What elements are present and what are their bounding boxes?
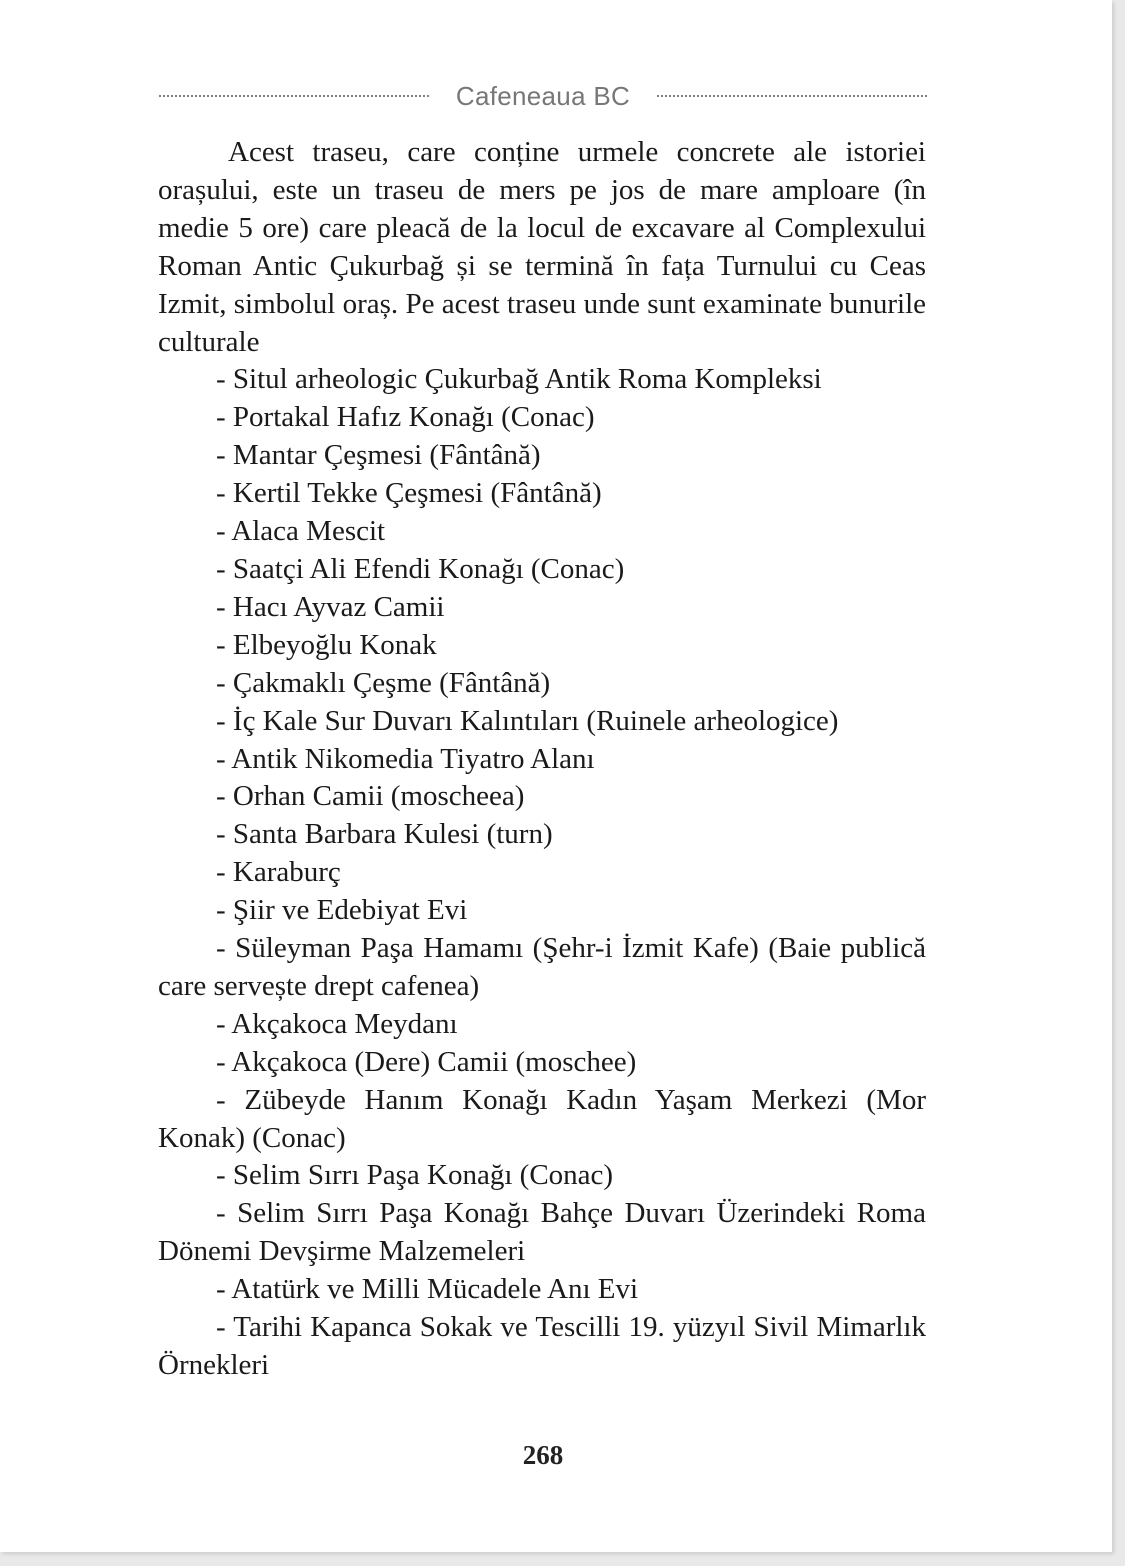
list-item: - Mantar Çeşmesi (Fântână) <box>216 439 541 472</box>
list-item: - Süleyman Paşa Hamamı (Şehr-i İzmit Kafe) (Baie publică care servește drept cafenea) <box>158 932 926 1002</box>
list-item: - Elbeyoğlu Konak <box>216 628 437 661</box>
list-item: - Hacı Ayvaz Camii <box>216 590 445 623</box>
list-item: - Selim Sırrı Paşa Konağı Bahçe Duvarı Üzerindeki Roma Dönemi Devşirme Malzemeleri <box>158 1197 926 1268</box>
list-item: - Çakmaklı Çeşme (Fântână) <box>216 666 551 699</box>
list-item: - Zübeyde Hanım Konağı Kadın Yaşam Merkezi (Mor Konak) (Conac) <box>158 1083 926 1154</box>
list-item: - Şiir ve Edebiyat Evi <box>216 894 468 927</box>
list-item: - Akçakoca (Dere) Camii (moschee) <box>216 1045 637 1078</box>
list-item: - Antik Nikomedia Tiyatro Alanı <box>216 742 595 775</box>
list-item: - Selim Sırrı Paşa Konağı (Conac) <box>216 1159 614 1192</box>
list-item: - Situl arheologic Çukurbağ Antik Roma Kompleksi <box>216 363 822 396</box>
intro-paragraph: Acest traseu, care conține urmele concrete ale istoriei orașului, este un traseu de mers pe jos de mare amploare (în medie 5 ore) care pleacă de la locul de excavare al Complexului Roman Antic Çukurbağ și se termină în fața Turnului cu Ceas Izmit, simbolul oraș. Pe acest traseu unde sunt examinate bunurile culturale <box>158 136 926 358</box>
list-item: - Tarihi Kapanca Sokak ve Tescilli 19. yüzyıl Sivil Mimarlık Örnekleri <box>158 1311 926 1381</box>
list-item: - Atatürk ve Milli Mücadele Anı Evi <box>216 1273 639 1306</box>
list-item: - Saatçi Ali Efendi Konağı (Conac) <box>216 552 625 585</box>
list-item: - Portakal Hafız Konağı (Conac) <box>216 401 595 434</box>
page-body <box>158 134 926 1385</box>
list-item: - Alaca Mescit <box>216 515 386 548</box>
list-item: - Santa Barbara Kulesi (turn) <box>216 818 553 851</box>
list-item: - Akçakoca Meydanı <box>216 1007 458 1040</box>
running-header <box>158 76 928 116</box>
header-ornament-left <box>158 93 430 99</box>
list-item: - Karaburç <box>216 856 341 889</box>
header-title: Cafeneaua BC <box>455 80 631 111</box>
header-ornament-right <box>656 93 928 99</box>
list-item: - İç Kale Sur Duvarı Kalıntıları (Ruinele arheologice) <box>216 704 839 737</box>
page-number: 268 <box>522 1440 564 1470</box>
list-item: - Kertil Tekke Çeşmesi (Fântână) <box>216 477 602 510</box>
list-item: - Orhan Camii (moscheea) <box>216 780 525 813</box>
